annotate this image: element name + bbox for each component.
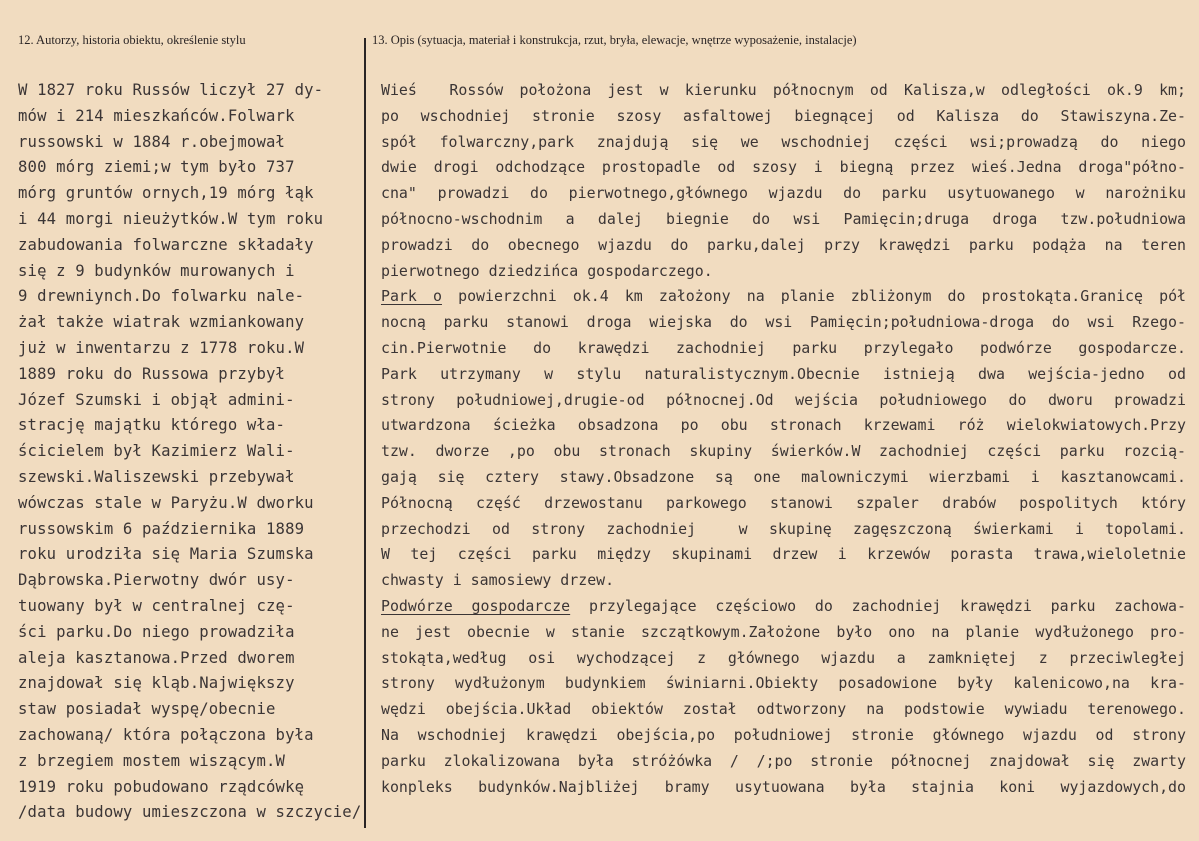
- history-text-line: wówczas stale w Paryżu.W dworku: [18, 493, 314, 512]
- description-text-line: cin.Pierwotnie do krawędzi zachodniej parku przylegało podwórze gospodarcze.: [381, 338, 1186, 357]
- history-text-line: już w inwentarzu z 1778 roku.W: [18, 338, 305, 357]
- history-text-line: mórg gruntów ornych,19 mórg łąk: [18, 184, 314, 203]
- description-text-line: stokąta,według osi wychodzącej z głównego wjazdu a zamkniętej z przeciwległej: [381, 648, 1186, 667]
- history-text-line: strację majątku którego wła-: [18, 416, 286, 435]
- history-text-line: i 44 morgi nieużytków.W tym roku: [18, 209, 324, 228]
- description-text-line: wędzi obejścia.Układ obiektów został odtworzony na podstowie wywiadu terenowego.: [381, 700, 1186, 719]
- column-divider: [364, 38, 366, 828]
- history-text-line: 1919 roku pobudowano rządcówkę: [18, 777, 305, 796]
- section-12-heading: 12. Autorzy, historia obiektu, określenie stylu: [18, 33, 246, 47]
- history-text-line: zachowaną/ która połączona była: [18, 725, 314, 744]
- history-text-line: mów i 214 mieszkańców.Folwark: [18, 106, 295, 125]
- history-text-line: żał także wiatrak wzmiankowany: [18, 313, 305, 332]
- history-text-line: W 1827 roku Russów liczył 27 dy-: [18, 81, 324, 99]
- history-text-line: staw posiadał wyspę/obecnie: [18, 700, 276, 719]
- description-text-line: dwie drogi odchodzące prostopadle od szosy i biegną przez wieś.Jedna droga"półno-: [381, 158, 1186, 177]
- description-text-line: Północną część drzewostanu parkowego stanowi szpaler drabów pospolitych który: [381, 493, 1186, 512]
- description-text-line: Podwórze gospodarcze przylegające częściowo do zachodniej krawędzi parku zachowa-: [381, 596, 1186, 615]
- history-text-line: zabudowania folwarczne składały: [18, 235, 314, 254]
- history-text-line: szewski.Waliszewski przebywał: [18, 467, 295, 486]
- description-text-line: utwardzona ścieżka obsadzona po obu stronach krzewami róż wielokwiatowych.Przy: [381, 416, 1186, 435]
- description-text-line: strony południowej,drugie-od północnej.Od wejścia południowego do dworu prowadzi: [381, 390, 1186, 409]
- description-text-line: tzw. dworze ,po obu stronach skupiny świerków.W zachodniej części parku rozcią-: [381, 442, 1186, 461]
- description-text-line: strony wydłużonym budynkiem świniarni.Obiekty posadowione były kalenicowo,na kra-: [381, 674, 1186, 693]
- history-text-column: [18, 78, 362, 826]
- underlined-paragraph-lead: Park o: [381, 287, 442, 306]
- history-text-line: russowskim 6 października 1889: [18, 519, 305, 538]
- description-text-line: spół folwarczny,park znajdują się we wschodniej części wsi;prowadzą do niego: [381, 132, 1186, 151]
- history-text-line: 9 drewniynch.Do folwarku nale-: [18, 287, 305, 306]
- history-text-line: russowski w 1884 r.obejmował: [18, 132, 286, 151]
- description-text-line: Park utrzymany w stylu naturalistycznym.Obecnie istnieją dwa wejścia-jedno od: [381, 364, 1186, 383]
- history-text-line: aleja kasztanowa.Przed dworem: [18, 648, 295, 667]
- history-text-line: z brzegiem mostem wiszącym.W: [18, 751, 286, 770]
- description-text-line: pierwotnego dziedzińca gospodarczego.: [381, 261, 713, 280]
- description-text-line: przechodzi od strony zachodniej w skupinę zagęszczoną świerkami i topolami.: [381, 519, 1186, 538]
- description-text-line: nocną parku stanowi droga wiejska do wsi Pamięcin;południowa-droga do wsi Rzego-: [381, 313, 1186, 332]
- description-text-line: gają się cztery stawy.Obsadzone są one malowniczymi wierzbami i kasztanowcami.: [381, 467, 1186, 486]
- description-text-line: prowadzi do obecnego wjazdu do parku,dalej przy krawędzi parku podąża na teren: [381, 235, 1186, 254]
- description-text-line: chwasty i samosiewy drzew.: [381, 571, 615, 590]
- description-text-line: W tej części parku między skupinami drzew i krzewów porasta trawa,wieloletnie: [381, 545, 1186, 564]
- history-text-line: znajdował się kląb.Największy: [18, 674, 295, 693]
- description-text-line: Wieś Rossów położona jest w kierunku północnym od Kalisza,w odległości ok.9 km;: [381, 81, 1186, 99]
- history-text-line: Dąbrowska.Pierwotny dwór usy-: [18, 571, 295, 590]
- history-text-line: ścicielem był Kazimierz Wali-: [18, 442, 295, 461]
- section-13-heading: 13. Opis (sytuacja, materiał i konstrukcja, rzut, bryła, elewacje, wnętrze wyposażenie, instalacje): [372, 33, 857, 47]
- description-text-line: Park o powierzchni ok.4 km założony na planie zbliżonym do prostokąta.Granicę pół: [381, 287, 1186, 306]
- history-text-line: tuowany był w centralnej czę-: [18, 596, 295, 615]
- description-text-line: konpleks budynków.Najbliżej bramy usytuowana była stajnia koni wyjazdowych,do: [381, 777, 1186, 796]
- history-text-line: 1889 roku do Russowa przybył: [18, 364, 286, 383]
- description-text-line: cna" prowadzi do pierwotnego,głównego wjazdu do parku usytuowanego w narożniku: [381, 184, 1186, 203]
- history-text-line: /data budowy umieszczona w szczycie/: [18, 803, 362, 822]
- history-text-line: roku urodziła się Maria Szumska: [18, 545, 314, 564]
- description-text-column: [381, 78, 1186, 800]
- description-text-line: ne jest obecnie w stanie szczątkowym.Założone było ono na planie wydłużonego pro-: [381, 622, 1186, 641]
- history-text-line: się z 9 budynków murowanych i: [18, 261, 295, 280]
- history-text-line: ści parku.Do niego prowadziła: [18, 622, 295, 641]
- history-text-line: 800 mórg ziemi;w tym było 737: [18, 158, 295, 177]
- description-text-line: Na wschodniej krawędzi obejścia,po południowej stronie głównego wjazdu od strony: [381, 725, 1186, 744]
- description-text-line: parku zlokalizowana była stróżówka / /;po stronie północnej znajdował się zwarty: [381, 751, 1186, 770]
- description-text-line: po wschodniej stronie szosy asfaltowej biegnącej od Kalisza do Stawiszyna.Ze-: [381, 106, 1186, 125]
- history-text-line: Józef Szumski i objął admini-: [18, 390, 295, 409]
- description-text-line: północno-wschodnim a dalej biegnie do wsi Pamięcin;druga droga tzw.południowa: [381, 209, 1186, 228]
- underlined-paragraph-lead: Podwórze gospodarcze: [381, 596, 571, 615]
